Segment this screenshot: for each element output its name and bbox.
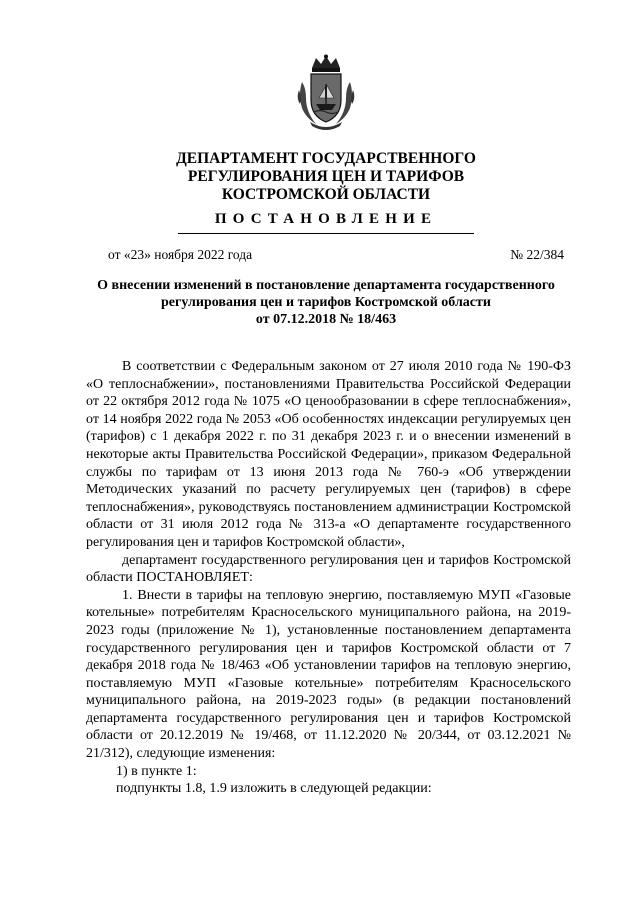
subitem-1-paragraph: 1) в пункте 1: xyxy=(116,763,197,779)
resolve-paragraph: департамент государственного регулирования цен и тарифов Костромской области ПОСТАНОВЛЯЕТ: xyxy=(86,552,571,586)
kostroma-coat-of-arms-icon xyxy=(296,54,356,132)
document-body xyxy=(86,358,571,798)
department-line: КОСТРОМСКОЙ ОБЛАСТИ xyxy=(221,186,431,203)
subject-line: О внесении изменений в постановление департамента государственного xyxy=(97,278,555,293)
department-line: ДЕПАРТАМЕНТ ГОСУДАРСТВЕННОГО xyxy=(176,150,476,167)
preamble-paragraph: В соответствии с Федеральным законом от 27 июля 2010 года № 190-ФЗ «О теплоснабжении», постановлениями Правительства Российской Федерации от 22 октября 2012 года № 1075 «О ценообразовании в сфере теплоснабжения», от 14 ноября 2022 года № 2053 «Об особенностях индексации регулируемых цен (тарифов) с 1 декабря 2022 г. по 31 декабря 2023 г. и о внесении изменений в некоторые акты Правительства Российской Федерации», приказом Федеральной службы по тарифам от 13 июня 2013 года № 760-э «Об утверждении Методических указаний по расчету регулируемых цен (тарифов) в сфере теплоснабжения», руководствуясь постановлением администрации Костромской области от 31 июля 2012 года № 313-а «О департаменте государственного регулирования цен и тарифов Костромской области», xyxy=(86,359,571,550)
document-date: от «23» ноября 2022 года xyxy=(108,247,253,262)
subject-line: от 07.12.2018 № 18/463 xyxy=(255,312,397,327)
issuing-department xyxy=(60,150,592,204)
item-1-paragraph: 1. Внести в тарифы на тепловую энергию, поставляемую МУП «Газовые котельные» потребителям Красносельского муниципального района, на 2019-2023 годы (приложение № 1), установленные постановлением департамента государственного регулирования цен и тарифов Костромской области от 7 декабря 2018 года № 18/463 «Об установлении тарифов на тепловую энергию, поставляемую МУП «Газовые котельные» потребителям Красносельского муниципального района, на 2019-2023 годы» (в редакции постановлений департамента государственного регулирования цен и тарифов Костромской области от 20.12.2019 № 19/468, от 11.12.2020 № 20/344, от 03.12.2021 № 21/312), следующие изменения: xyxy=(86,587,571,762)
subject-line: регулирования цен и тарифов Костромской области xyxy=(161,295,491,310)
department-line: РЕГУЛИРОВАНИЯ ЦЕН И ТАРИФОВ xyxy=(187,168,465,185)
document-number: № 22/384 xyxy=(510,247,564,262)
title-underline xyxy=(178,233,474,234)
document-type-title: ПОСТАНОВЛЕНИЕ xyxy=(214,211,438,227)
date-number-line xyxy=(108,246,564,263)
document-subject xyxy=(60,277,592,328)
subitem-1-text-paragraph: подпункты 1.8, 1.9 изложить в следующей редакции: xyxy=(116,781,432,797)
